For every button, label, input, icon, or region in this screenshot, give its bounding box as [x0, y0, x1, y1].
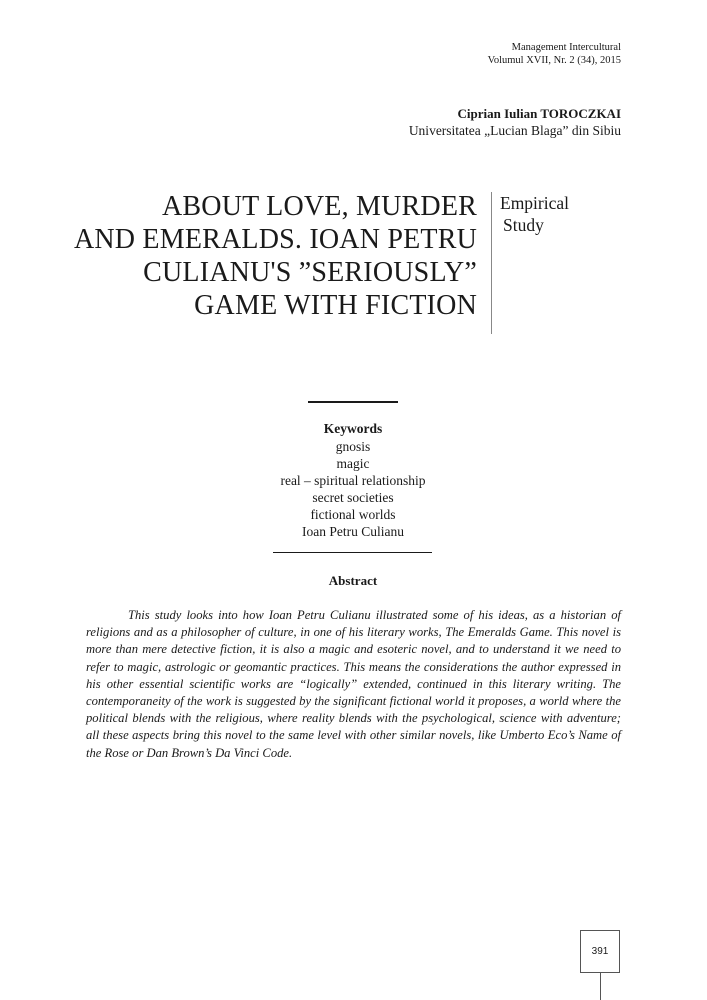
keyword-item: Ioan Petru Culianu [302, 524, 404, 539]
keyword-item: real – spiritual relationship [280, 473, 426, 488]
keyword-item: gnosis [335, 439, 371, 454]
page-number-box [580, 930, 620, 973]
keyword-item: secret societies [312, 490, 394, 505]
journal-name: Management Intercultural [511, 42, 621, 53]
journal-header [488, 42, 621, 67]
study-type-line: Study [503, 215, 544, 235]
author-block [409, 105, 621, 139]
page-number-line [600, 973, 601, 1000]
title-line: ABOUT LOVE, MURDER [162, 191, 477, 222]
article-title [57, 190, 485, 322]
page-number: 391 [591, 946, 609, 957]
keywords-heading: Keywords [323, 421, 383, 436]
keyword-item: fictional worlds [310, 507, 396, 522]
keywords-list [203, 438, 503, 540]
keywords-section [203, 420, 503, 540]
title-divider [491, 192, 492, 334]
keywords-bottom-rule [273, 552, 432, 553]
abstract-text: This study looks into how Ioan Petru Culianu illustrated some of his ideas, as a historian of religions and as a philosopher of culture, in one of his literary works, The Emeralds Game. This novel is more than mere detective fiction, it is also a magic and esoteric novel, and to understand it we need to refer to magic, astrologic or geomantic practices. This means the considerations the author expressed in his other essential scientific works are “logically” extended, continued in this literary writing. The contemporaneity of the work is suggested by the significant fictional world it proposes, a world where the political blends with the religious, where reality blends with the psychological, science with adventure; all these aspects bring this novel to the same level with other similar novels, like Umberto Eco’s Name of the Rose or Dan Brown’s Da Vinci Code. [86, 608, 621, 760]
keywords-top-rule [308, 401, 398, 403]
author-name: Ciprian Iulian TOROCZKAI [457, 106, 621, 121]
study-type [500, 192, 569, 236]
study-type-line: Empirical [500, 193, 570, 213]
abstract-heading: Abstract [328, 573, 378, 588]
title-line: CULIANU'S ”SERIOUSLY” [143, 257, 477, 288]
keyword-item: magic [336, 456, 370, 471]
title-line: AND EMERALDS. IOAN PETRU [73, 224, 477, 255]
journal-issue: Volumul XVII, Nr. 2 (34), 2015 [487, 54, 621, 66]
author-affiliation: Universitatea „Lucian Blaga” din Sibiu [408, 123, 621, 138]
title-line: GAME WITH FICTION [194, 290, 477, 321]
